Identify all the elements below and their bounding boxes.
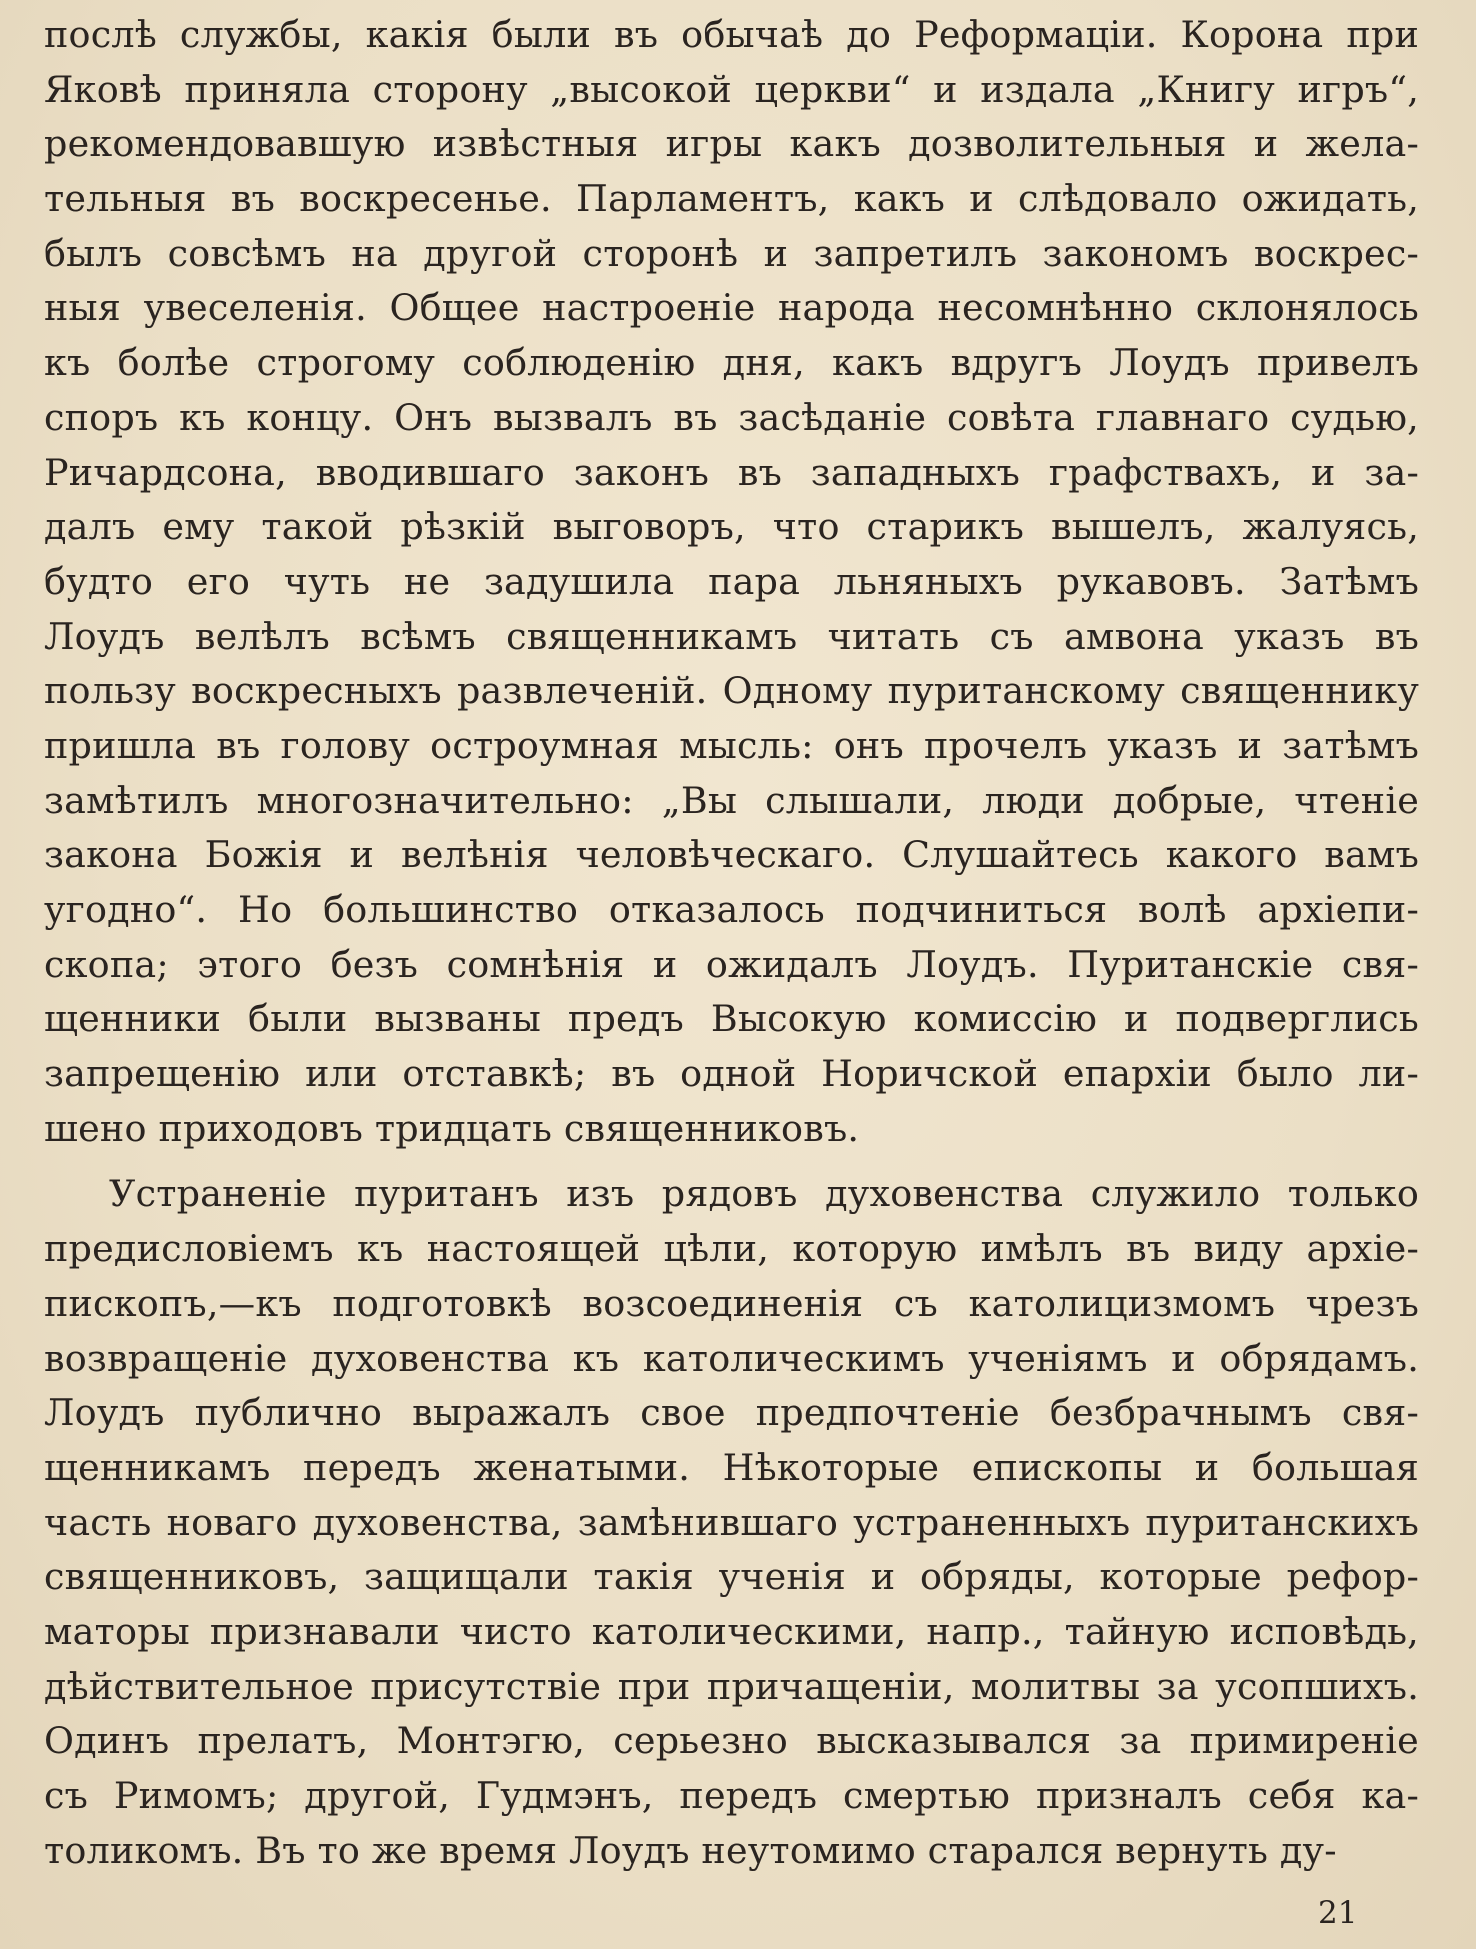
text-line: закона Божія и велѣнія человѣческаго. Слушайтесь какого вамъ <box>44 833 1419 877</box>
text-line: послѣ службы, какія были въ обычаѣ до Реформаціи. Корона при <box>44 13 1419 56</box>
text-line: угодно“. Но большинство отказалось подчиниться волѣ архіепи- <box>44 888 1419 931</box>
text-line: Одинъ прелатъ, Монтэгю, серьезно высказывался за примиреніе <box>44 1719 1419 1763</box>
text-line: Устраненіе пуританъ изъ рядовъ духовенства служило только <box>109 1172 1419 1216</box>
text-line: къ болѣе строгому соблюденію дня, какъ вдругъ Лоудъ привелъ <box>44 341 1419 385</box>
text-line: пользу воскресныхъ развлеченій. Одному пуританскому священнику <box>44 669 1419 713</box>
text-line: съ Римомъ; другой, Гудмэнъ, передъ смертью призналъ себя ка- <box>44 1774 1419 1817</box>
text-line: тельныя въ воскресенье. Парламентъ, какъ и слѣдовало ожидать, <box>44 177 1419 221</box>
paragraph <box>44 8 1419 1156</box>
text-line: ныя увеселенія. Общее настроеніе народа несомнѣнно склонялось <box>44 286 1419 330</box>
text-line: возвращеніе духовенства къ католическимъ ученіямъ и обрядамъ. <box>44 1336 1419 1380</box>
text-line: Ричардсона, вводившаго законъ въ западныхъ графствахъ, и за- <box>44 450 1419 494</box>
text-line: шено приходовъ тридцать священниковъ. <box>44 1106 860 1150</box>
text-line: былъ совсѣмъ на другой сторонѣ и запретилъ закономъ воскрес- <box>44 231 1419 275</box>
page-number: 21 <box>1318 1895 1358 1931</box>
text-line: рекомендовавшую извѣстныя игры какъ дозволительныя и жела- <box>44 122 1419 166</box>
paragraph-gap <box>44 1156 1419 1167</box>
text-line: будто его чуть не задушила пара льняныхъ рукавовъ. Затѣмъ <box>44 559 1419 603</box>
text-line: дѣйствительное присутствіе при причащеніи, молитвы за усопшихъ. <box>44 1664 1419 1708</box>
paragraph <box>44 1167 1419 1878</box>
text-line: споръ къ концу. Онъ вызвалъ въ засѣданіе совѣта главнаго судью, <box>44 395 1419 439</box>
text-line: часть новаго духовенства, замѣнившаго устраненныхъ пуританскихъ <box>44 1500 1419 1544</box>
text-line: замѣтилъ многозначительно: „Вы слышали, люди добрые, чтеніе <box>44 778 1419 822</box>
text-line: маторы признавали чисто католическими, напр., тайную исповѣдь, <box>44 1609 1419 1653</box>
text-line: священниковъ, защищали такія ученія и обряды, которые рефор- <box>44 1555 1419 1599</box>
text-line: толикомъ. Въ то же время Лоудъ неутомимо старался вернуть ду- <box>44 1828 1337 1872</box>
text-line: Лоудъ публично выражалъ свое предпочтеніе безбрачнымъ свя- <box>44 1391 1419 1435</box>
text-line: Яковѣ приняла сторону „высокой церкви“ и издала „Книгу игръ“, <box>44 67 1419 111</box>
text-line: пископъ,—къ подготовкѣ возсоединенія съ католицизмомъ чрезъ <box>44 1281 1419 1325</box>
text-line: щенникамъ передъ женатыми. Нѣкоторые епископы и большая <box>44 1445 1419 1489</box>
text-line: запрещенію или отставкѣ; въ одной Норичской епархіи было ли- <box>44 1052 1419 1096</box>
text-line: предисловіемъ къ настоящей цѣли, которую имѣлъ въ виду архіе- <box>44 1227 1419 1271</box>
text-line: Лоудъ велѣлъ всѣмъ священникамъ читать съ амвона указъ въ <box>44 614 1419 658</box>
text-line: щенники были вызваны предъ Высокую комиссію и подверглись <box>44 997 1419 1041</box>
text-line: скопа; этого безъ сомнѣнія и ожидалъ Лоудъ. Пуританскіе свя- <box>44 942 1419 986</box>
text-line: далъ ему такой рѣзкій выговоръ, что старикъ вышелъ, жалуясь, <box>44 505 1419 549</box>
body-text <box>44 8 1419 1878</box>
text-line: пришла въ голову остроумная мысль: онъ прочелъ указъ и затѣмъ <box>44 723 1419 767</box>
